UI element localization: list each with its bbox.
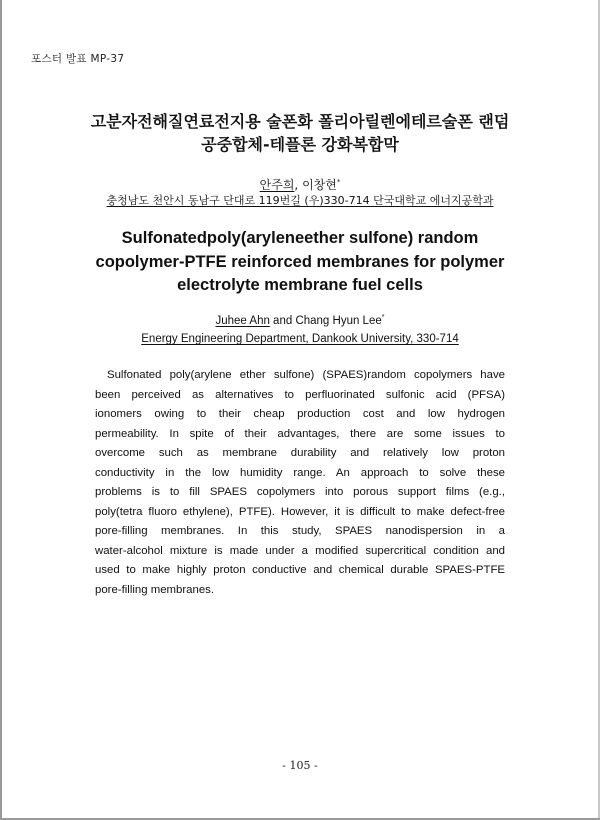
korean-title-line-2: 공중합체-테플론 강화복합막 [201, 135, 399, 154]
page-border-left [0, 0, 2, 820]
english-title-line-2: copolymer-PTFE reinforced membranes for polymer [95, 253, 505, 271]
english-title-line-3: electrolyte membrane fuel cells [177, 276, 423, 294]
korean-author-separator: , [294, 178, 303, 192]
poster-label: 포스터 발표 MP-37 [31, 53, 125, 65]
abstract-line: poly(tetra fluoro ethylene), PTFE). However, it is difficult to make defect-free [95, 505, 505, 518]
english-title-line-1: Sulfonatedpoly(aryleneether sulfone) random [121, 229, 479, 247]
english-affiliation-wrap [0, 333, 600, 345]
korean-author-1: 안주희 [259, 178, 295, 192]
english-author-1: Juhee Ahn [215, 315, 270, 327]
abstract-body [95, 366, 505, 600]
korean-title-line-1: 고분자전해질연료전지용 술폰화 폴리아릴렌에테르술폰 랜덤 [90, 112, 510, 131]
english-corresponding-mark: * [381, 314, 385, 322]
abstract-line: been perceived as alternatives to perfluorinated sulfonic acid (PFSA) [95, 388, 505, 401]
abstract-line: ionomers owing to their cheap production cost and low hydrogen [95, 408, 505, 420]
abstract-line: pore-filling membranes. [95, 583, 215, 596]
korean-authors [0, 176, 600, 193]
english-author-and: and [269, 315, 296, 327]
english-affiliation: Energy Engineering Department, Dankook University, 330-714 [141, 333, 459, 345]
abstract-line: Sulfonated poly(arylene ether sulfone) (SPAES)random copolymers have [107, 369, 505, 381]
page-number: - 105 - [282, 759, 318, 772]
english-authors [0, 315, 600, 327]
abstract-line: used to make highly proton conductive and chemical durable SPAES-PTFE [95, 564, 505, 576]
korean-author-2: 이창현 [302, 178, 337, 192]
korean-corresponding-mark: * [336, 178, 341, 186]
abstract-line: conductivity in the low humidity range. An approach to solve these [95, 466, 505, 479]
abstract-line: pore-filling membranes. In this study, SPAES nanodispersion in a [95, 525, 505, 537]
abstract-line: permeability. In spite of their advantages, there are some issues to [95, 427, 505, 440]
abstract-line: water-alcohol mixture is made under a modified supercritical condition and [95, 544, 505, 557]
korean-affiliation: 충청남도 천안시 동남구 단대로 119번길 (우)330-714 단국대학교 에너지공학과 [106, 194, 494, 207]
english-author-2: Chang Hyun Lee [295, 315, 382, 327]
abstract-line: overcome such as membrane durability and relatively low proton [95, 447, 505, 459]
abstract-line: problems is to fill SPAES copolymers into porous support films (e.g., [95, 486, 505, 498]
